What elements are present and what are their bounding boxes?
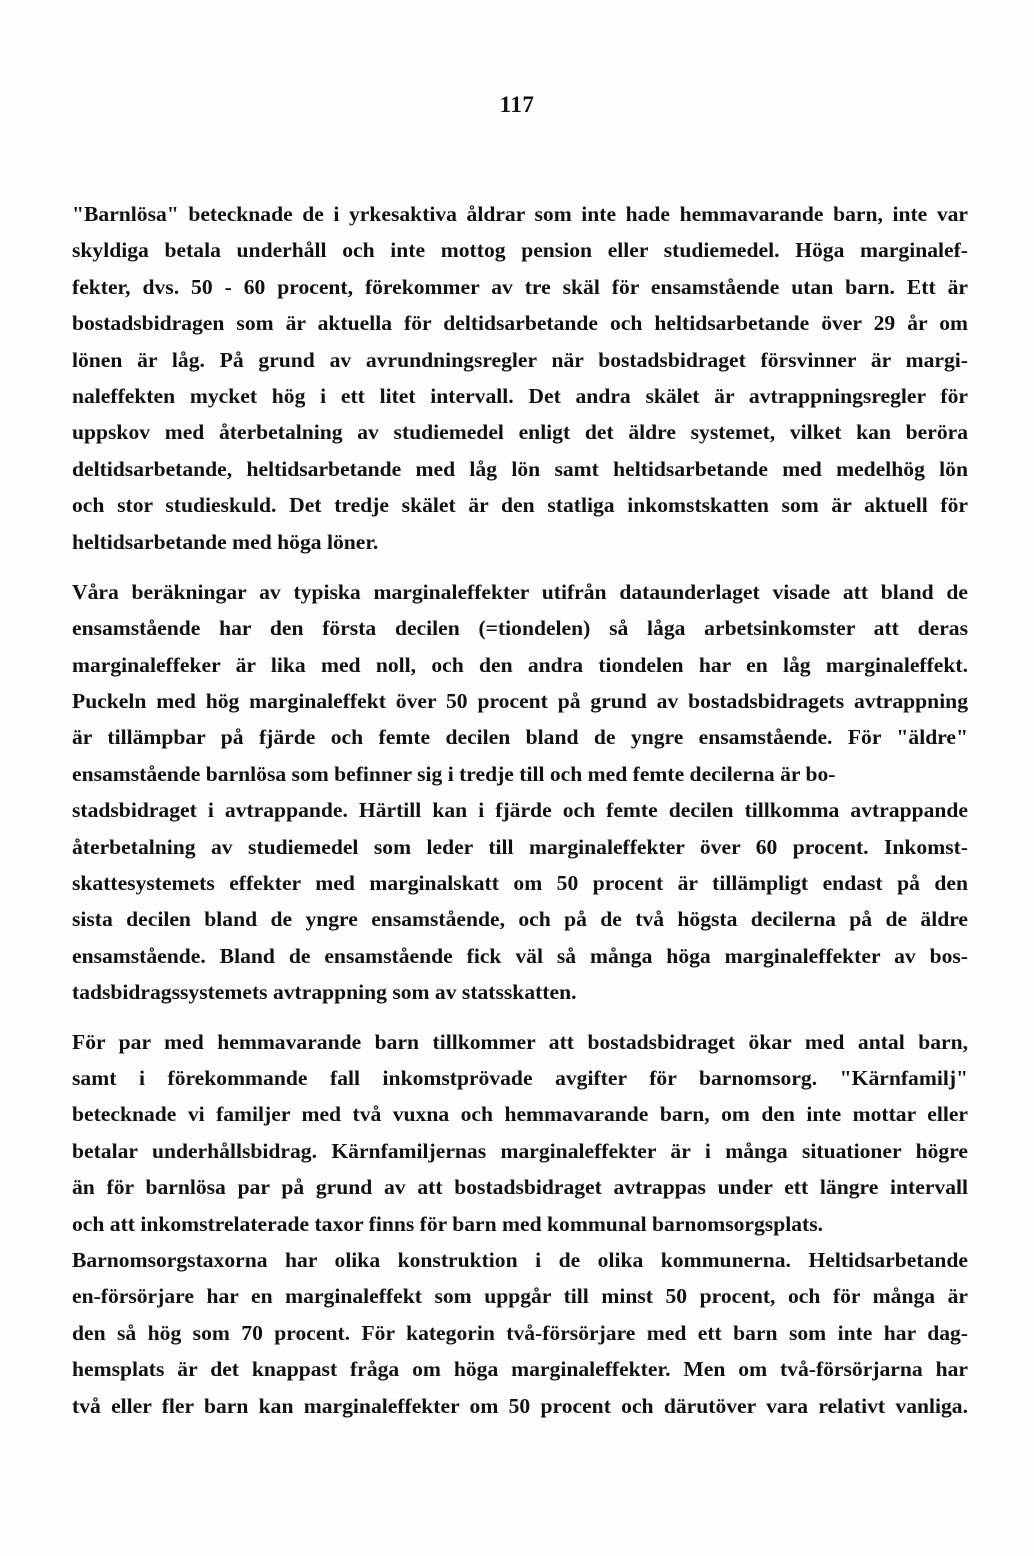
text-line: sista decilen bland de yngre ensamstående, och på de två högsta decilerna på de äldre xyxy=(72,907,968,932)
text-line: ensamstående har den första decilen (=tiondelen) så låga arbetsinkomster att deras xyxy=(72,616,968,641)
text-line: betecknade vi familjer med två vuxna och hemmavarande barn, om den inte mottar eller xyxy=(72,1102,968,1127)
text-line: två eller fler barn kan marginaleffekter om 50 procent och därutöver vara relativt vanliga. xyxy=(72,1393,968,1418)
text-line: marginaleffeker är lika med noll, och den andra tiondelen har en låg marginaleffekt. xyxy=(72,652,968,677)
text-line: För par med hemmavarande barn tillkommer att bostadsbidraget ökar med antal barn, xyxy=(72,1029,968,1054)
body-text xyxy=(72,196,968,1437)
text-line: uppskov med återbetalning av studiemedel enligt det äldre systemet, vilket kan beröra xyxy=(72,420,968,445)
text-line: "Barnlösa" betecknade de i yrkesaktiva åldrar som inte hade hemmavarande barn, inte var xyxy=(72,202,968,226)
text-line: bostadsbidragen som är aktuella för deltidsarbetande och heltidsarbetande över 29 år om xyxy=(72,311,968,336)
text-line: lönen är låg. På grund av avrundningsregler när bostadsbidraget försvinner är margi- xyxy=(72,347,968,372)
text-line: tadsbidragssystemets avtrappning som av statsskatten. xyxy=(72,980,577,1005)
paragraph-barnlosa-definition xyxy=(72,196,968,560)
text-line: och stor studieskuld. Det tredje skälet är den statliga inkomstskatten som är aktuell för xyxy=(72,493,968,518)
text-line: ensamstående. Bland de ensamstående fick väl så många höga marginaleffekter av bos- xyxy=(72,943,968,968)
text-line: deltidsarbetande, heltidsarbetande med låg lön samt heltidsarbetande med medelhög lön xyxy=(72,456,968,481)
text-line: återbetalning av studiemedel som leder till marginaleffekter över 60 procent. Inkomst- xyxy=(72,834,968,859)
text-line: ensamstående barnlösa som befinner sig i tredje till och med femte decilerna är bo- xyxy=(72,761,836,786)
text-line: Barnomsorgstaxorna har olika konstruktion i de olika kommunerna. Heltidsarbetande xyxy=(72,1247,968,1272)
text-line: skyldiga betala underhåll och inte mottog pension eller studiemedel. Höga marginalef- xyxy=(72,238,968,263)
text-line: samt i förekommande fall inkomstprövade avgifter för barnomsorg. "Kärnfamilj" xyxy=(72,1065,968,1090)
page-number: 117 xyxy=(499,92,535,117)
text-line: Våra beräkningar av typiska marginaleffekter utifrån dataunderlaget visade att bland de xyxy=(72,579,968,604)
text-line: den så hög som 70 procent. För kategorin två-försörjare med ett barn som inte har dag- xyxy=(72,1320,968,1345)
text-line: skattesystemets effekter med marginalskatt om 50 procent är tillämpligt endast på den xyxy=(72,871,968,896)
text-line: en-försörjare har en marginaleffekt som uppgår till minst 50 procent, och för många är xyxy=(72,1284,968,1309)
text-line: är tillämpbar på fjärde och femte decilen bland de yngre ensamstående. För "äldre" xyxy=(72,725,968,750)
text-line: betalar underhållsbidrag. Kärnfamiljernas marginaleffekter är i många situationer högre xyxy=(72,1138,968,1163)
text-line: och att inkomstrelaterade taxor finns för barn med kommunal barnomsorgsplats. xyxy=(72,1211,823,1236)
text-line: heltidsarbetande med höga löner. xyxy=(72,529,379,554)
paragraph-berakningar xyxy=(72,574,968,1011)
paragraph-karnfamilj xyxy=(72,1024,968,1424)
text-line: än för barnlösa par på grund av att bostadsbidraget avtrappas under ett längre intervall xyxy=(72,1175,968,1200)
text-line: fekter, dvs. 50 - 60 procent, förekommer av tre skäl för ensamstående utan barn. Ett är xyxy=(72,274,968,299)
text-line: hemsplats är det knappast fråga om höga marginaleffekter. Men om två-försörjarna har xyxy=(72,1357,968,1382)
text-line: stadsbidraget i avtrappande. Härtill kan i fjärde och femte decilen tillkomma avtrappande xyxy=(72,798,968,823)
text-line: Puckeln med hög marginaleffekt över 50 procent på grund av bostadsbidragets avtrappning xyxy=(72,689,968,714)
text-line: naleffekten mycket hög i ett litet intervall. Det andra skälet är avtrappningsregler för xyxy=(72,383,968,408)
